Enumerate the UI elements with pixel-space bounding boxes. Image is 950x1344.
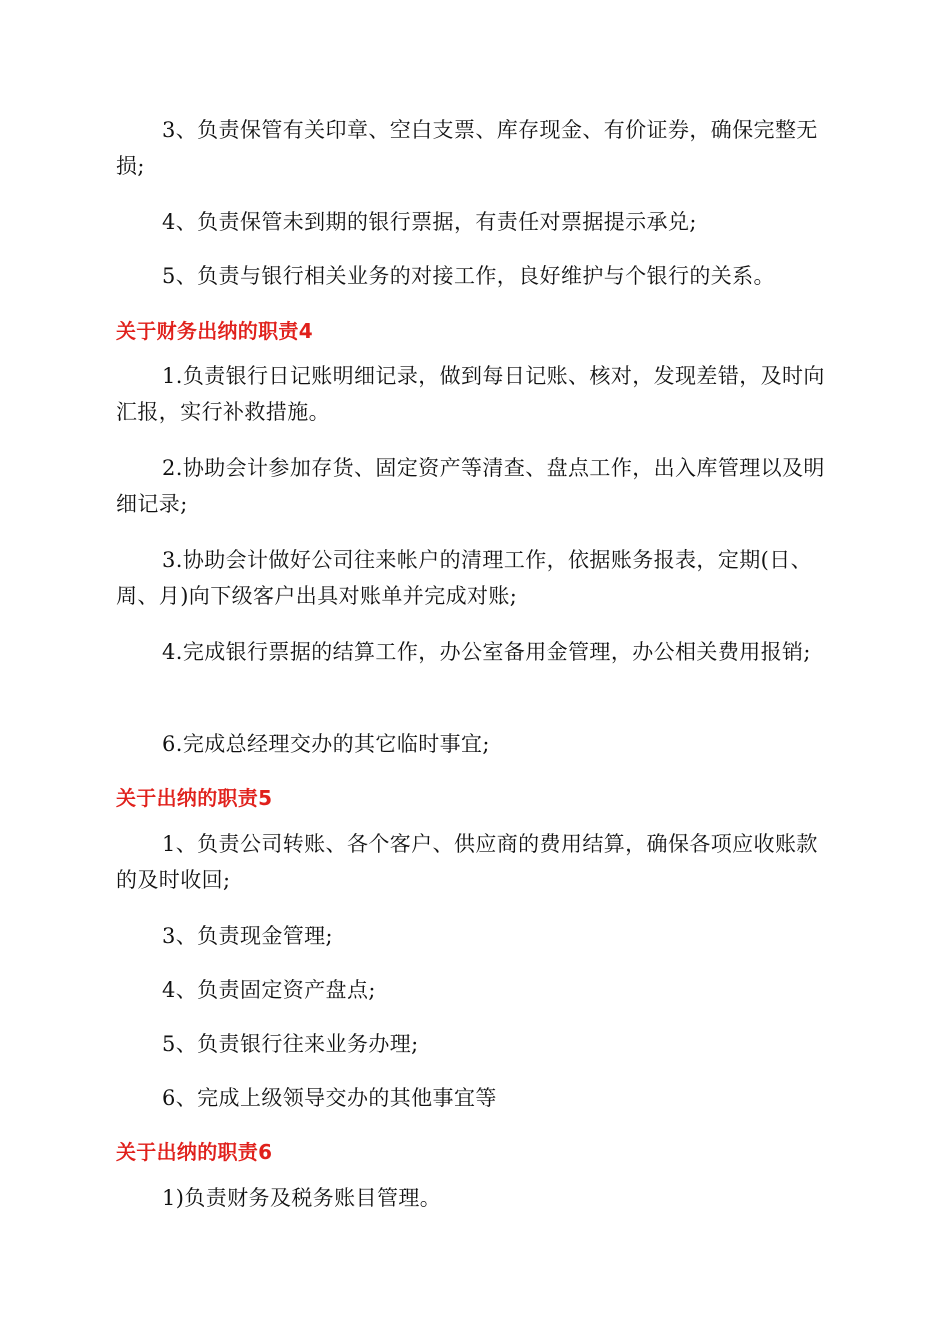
section-heading-4: 关于财务出纳的职责4 xyxy=(116,319,313,343)
paragraph: 1)负责财务及税务账目管理。 xyxy=(162,1186,442,1210)
paragraph: 1、负责公司转账、各个客户、供应商的费用结算，确保各项应收账款的及时收回; xyxy=(116,832,818,892)
paragraph: 6.完成总经理交办的其它临时事宜; xyxy=(162,732,490,756)
section-heading-5: 关于出纳的职责5 xyxy=(116,786,273,810)
paragraph: 5、负责与银行相关业务的对接工作，良好维护与个银行的关系。 xyxy=(162,264,775,288)
paragraph: 2.协助会计参加存货、固定资产等清查、盘点工作，出入库管理以及明细记录; xyxy=(116,456,825,516)
paragraph: 4.完成银行票据的结算工作，办公室备用金管理，办公相关费用报销; xyxy=(162,640,811,664)
paragraph: 4、负责固定资产盘点; xyxy=(162,978,376,1002)
paragraph: 3、负责现金管理; xyxy=(162,924,334,948)
paragraph: 5、负责银行往来业务办理; xyxy=(162,1032,419,1056)
paragraph: 3、负责保管有关印章、空白支票、库存现金、有价证券，确保完整无损; xyxy=(116,118,818,178)
section-heading-6: 关于出纳的职责6 xyxy=(116,1140,273,1164)
paragraph: 6、完成上级领导交办的其他事宜等 xyxy=(162,1086,497,1110)
paragraph: 1.负责银行日记账明细记录，做到每日记账、核对，发现差错，及时向汇报，实行补救措施。 xyxy=(116,364,825,424)
paragraph: 4、负责保管未到期的银行票据，有责任对票据提示承兑; xyxy=(162,210,697,234)
paragraph: 3.协助会计做好公司往来帐户的清理工作，依据账务报表，定期(日、周、月)向下级客户出具对账单并完成对账; xyxy=(116,548,813,608)
